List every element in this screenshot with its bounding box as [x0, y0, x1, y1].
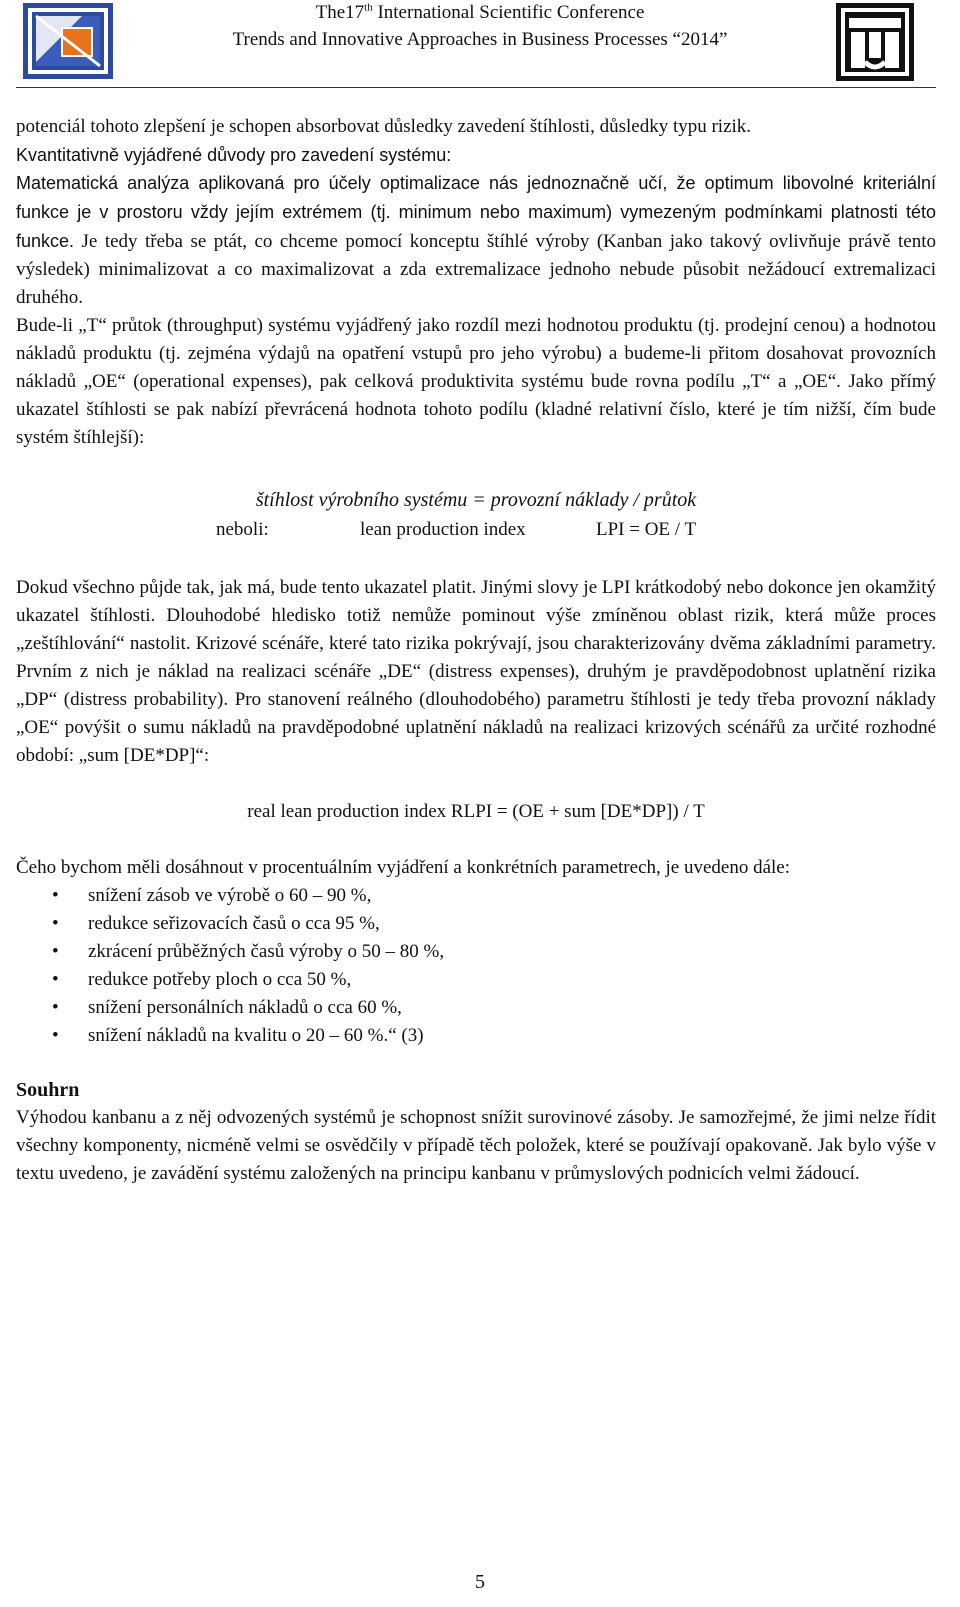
bullet-list — [16, 882, 936, 1050]
list-item: • zkrácení průběžných časů výroby o 50 – 80 %, — [16, 938, 936, 966]
paragraph: potenciál tohoto zlepšení je schopen absorbovat důsledky zavedení štíhlosti, důsledky typu rizik. — [16, 116, 752, 137]
formula-lpi — [16, 516, 936, 544]
page-header — [0, 0, 960, 90]
conference-logo-icon — [22, 2, 114, 80]
paragraph: Čeho bychom měli dosáhnout v procentuálním vyjádření a konkrétních parametrech, je uvedeno dále: — [16, 857, 790, 878]
paragraph-serif-part: Je tedy třeba se ptát, co chceme pomocí konceptu štíhlé výroby (Kanban jako takový ovlivňuje právě tento výsledek) minimalizovat a co maximalizovat a zda extremalizace jednoho nebude působit nežádoucí extremalizaci druhého. — [16, 231, 936, 308]
list-item: • redukce seřizovacích časů o cca 95 %, — [16, 910, 936, 938]
formula-term: lean production index — [360, 519, 526, 540]
list-item: • snížení zásob ve výrobě o 60 – 90 %, — [16, 882, 936, 910]
list-item: • redukce potřeby ploch o cca 50 %, — [16, 966, 936, 994]
formula-rlpi: real lean production index RLPI = (OE + sum [DE*DP]) / T — [247, 801, 705, 822]
paragraph: Dokud všechno půjde tak, jak má, bude tento ukazatel platit. Jinými slovy je LPI krátkodobý nebo dokonce jen okamžitý ukazatel štíhlosti. Dlouhodobé hledisko totiž nemůže pominout výše zmíněnou oblast rizik, která může proces „zeštíhlování“ nastolit. Krizové scénáře, které tato rizika pokrývají, jsou charakterizovány dvěma základními parametry. Prvním z nich je náklad na realizaci scénáře „DE“ (distress expenses), druhým je pravděpodobnost uplatnění rizika „DP“ (distress probability). Pro stanovení reálného (dlouhodobého) parametru štíhlosti je tedy třeba provozní náklady „OE“ povýšit o sumu nákladů na pravděpodobné uplatnění nákladů na realizaci krizových scénářů za určité rozhodné období: „sum [DE*DP]“: — [16, 577, 936, 766]
paragraph: Výhodou kanbanu a z něj odvozených systémů je schopnost snížit surovinové zásoby. Je samozřejmé, že jimi nelze řídit všechny komponenty, nicméně velmi se osvědčily v případě těch položek, které se používají opakovaně. Jak bylo výše v textu uvedeno, je zavádění systému založených na principu kanbanu v průmyslových podnicích velmi žádoucí. — [16, 1107, 936, 1184]
formula-label: neboli: — [216, 519, 269, 540]
conference-title-line1: The17th International Scientific Conference — [315, 1, 645, 23]
section-heading: Souhrn — [16, 1079, 80, 1101]
paragraph: Bude-li „T“ průtok (throughput) systému vyjádřený jako rozdíl mezi hodnotou produktu (tj. prodejní cenou) a hodnotou nákladů produktu (tj. zejména výdajů na opatření vstupů pro jeho výrobu) a budeme-li přitom dosahovat provozních nákladů „OE“ (operational expenses), pak celková produktivita systému bude rovna podílu „T“ a „OE“. Jako přímý ukazatel štíhlosti se pak nabízí převrácená hodnota tohoto podílu (kladné relativní číslo, které je tím nižší, čím bude systém štíhlejší): — [16, 315, 936, 448]
paragraph-sans-part: Matematická analýza aplikovaná pro účely optimalizace nás jednoznačně učí, že optimum libovolné kriteriální funkce je v prostoru vždy jejím extrémem (tj. minimum nebo maximum) vymezeným podmínkami platnosti této funkce. — [16, 173, 936, 251]
paragraph — [16, 169, 936, 312]
university-logo-icon — [835, 2, 915, 82]
list-item: • snížení nákladů na kvalitu o 20 – 60 %.“ (3) — [16, 1022, 936, 1050]
formula-expression: LPI = OE / T — [596, 519, 697, 540]
conference-title-line2: Trends and Innovative Approaches in Business Processes “2014” — [232, 29, 728, 50]
paragraph-lead: Kvantitativně vyjádřené důvody pro zavedení systému: — [16, 145, 452, 165]
list-item: • snížení personálních nákladů o cca 60 %, — [16, 994, 936, 1022]
formula-lean-definition: štíhlost výrobního systému = provozní náklady / průtok — [255, 489, 697, 511]
main-content — [16, 113, 936, 1188]
header-divider — [16, 87, 936, 88]
page-number: 5 — [475, 1571, 485, 1593]
